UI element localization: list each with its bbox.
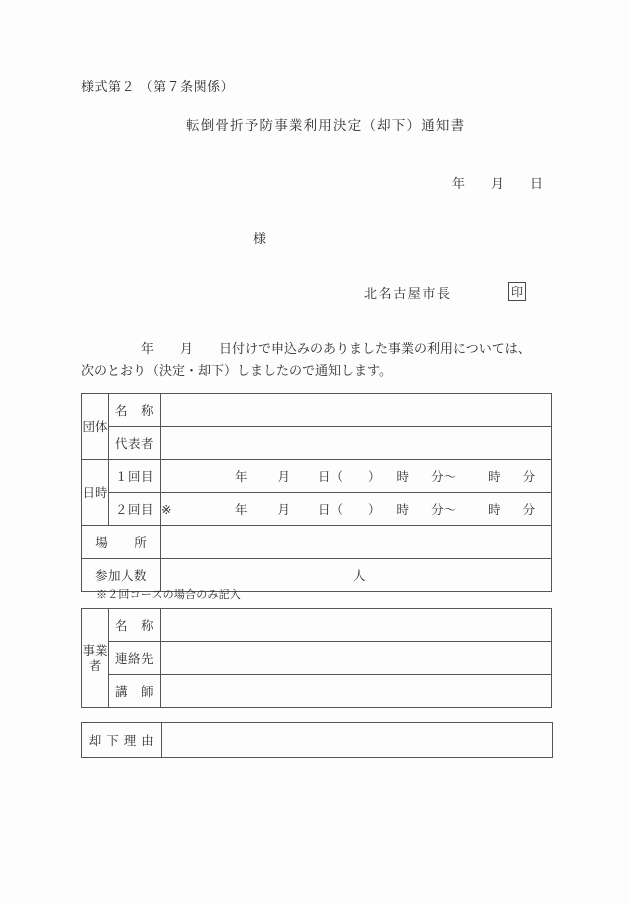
- label-session-2: ２回目: [109, 493, 161, 526]
- label-session-1: １回目: [109, 460, 161, 493]
- table-row: [82, 493, 552, 526]
- session-2-minute-start: 分～: [431, 502, 457, 517]
- footnote-two-session-course: ※２回コースの場合のみ記入: [96, 588, 242, 601]
- value-session-1-datetime[interactable]: [161, 460, 552, 493]
- issue-date-day: 日: [530, 177, 544, 192]
- value-organization-name[interactable]: [161, 394, 552, 427]
- issue-date-year: 年: [452, 177, 466, 192]
- body-line2: 次のとおり（決定・却下）しましたので通知します。: [81, 364, 392, 379]
- group-details-table: [81, 393, 552, 592]
- table-row: [82, 642, 552, 675]
- value-provider-instructor[interactable]: [161, 675, 552, 708]
- seal-stamp-box: 印: [508, 282, 526, 301]
- session-1-year: 年: [235, 469, 248, 484]
- session-2-mark: ※: [161, 502, 172, 517]
- table-row: [82, 427, 552, 460]
- value-place[interactable]: [161, 526, 552, 559]
- session-1-month: 月: [277, 469, 291, 484]
- table-row: [82, 460, 552, 493]
- table-row: [82, 394, 552, 427]
- body-paragraph: [81, 339, 561, 383]
- label-provider-name: 名 称: [109, 609, 161, 642]
- session-2-hour-start: 時: [396, 502, 410, 517]
- table-row: [82, 675, 552, 708]
- value-provider-name[interactable]: [161, 609, 552, 642]
- body-line1-rest: 日付けで申込みのありました事業の利用については、: [219, 342, 531, 357]
- form-number: 様式第２ （第７条関係）: [81, 80, 235, 95]
- session-1-hour-end: 時: [488, 469, 501, 484]
- session-1-minute-end: 分: [522, 469, 536, 484]
- body-month: 月: [180, 342, 194, 357]
- page-title: 転倒骨折予防事業利用決定（却下）通知書: [186, 118, 466, 134]
- session-1-weekday-paren: （ ）: [330, 469, 381, 484]
- table-row: [82, 723, 553, 758]
- value-provider-contact[interactable]: [161, 642, 552, 675]
- session-2-weekday-paren: （ ）: [330, 502, 381, 517]
- issue-date-month: 月: [491, 177, 505, 192]
- label-organization: 団体: [82, 394, 109, 460]
- value-session-2-datetime[interactable]: [161, 493, 552, 526]
- session-1-hour-start: 時: [396, 469, 410, 484]
- label-organization-representative: 代表者: [109, 427, 161, 460]
- session-2-day: 日: [318, 502, 331, 517]
- label-datetime: 日時: [82, 460, 109, 526]
- session-2-year: 年: [235, 502, 248, 517]
- value-rejection-reason[interactable]: [162, 723, 553, 758]
- rejection-reason-table: [81, 722, 553, 758]
- label-rejection-reason: 却 下 理 由: [82, 723, 162, 758]
- session-2-hour-end: 時: [488, 502, 501, 517]
- label-participants: 参加人数: [82, 559, 161, 592]
- table-row: [82, 526, 552, 559]
- issuer-name: 北名古屋市長: [364, 287, 452, 302]
- provider-details-table: [81, 608, 552, 708]
- session-2-month: 月: [277, 502, 291, 517]
- body-year: 年: [141, 342, 155, 357]
- table-row: [82, 609, 552, 642]
- session-1-day: 日: [318, 469, 331, 484]
- label-provider-instructor: 講 師: [109, 675, 161, 708]
- session-2-minute-end: 分: [522, 502, 536, 517]
- issue-date-line: [452, 173, 543, 192]
- addressee-honorific: 様: [253, 232, 267, 247]
- label-provider-contact: 連絡先: [109, 642, 161, 675]
- participants-unit: 人: [353, 568, 366, 583]
- session-1-minute-start: 分～: [431, 469, 457, 484]
- label-organization-name: 名 称: [109, 394, 161, 427]
- value-organization-representative[interactable]: [161, 427, 552, 460]
- label-place: 場 所: [82, 526, 161, 559]
- label-provider: 事業者: [82, 609, 109, 708]
